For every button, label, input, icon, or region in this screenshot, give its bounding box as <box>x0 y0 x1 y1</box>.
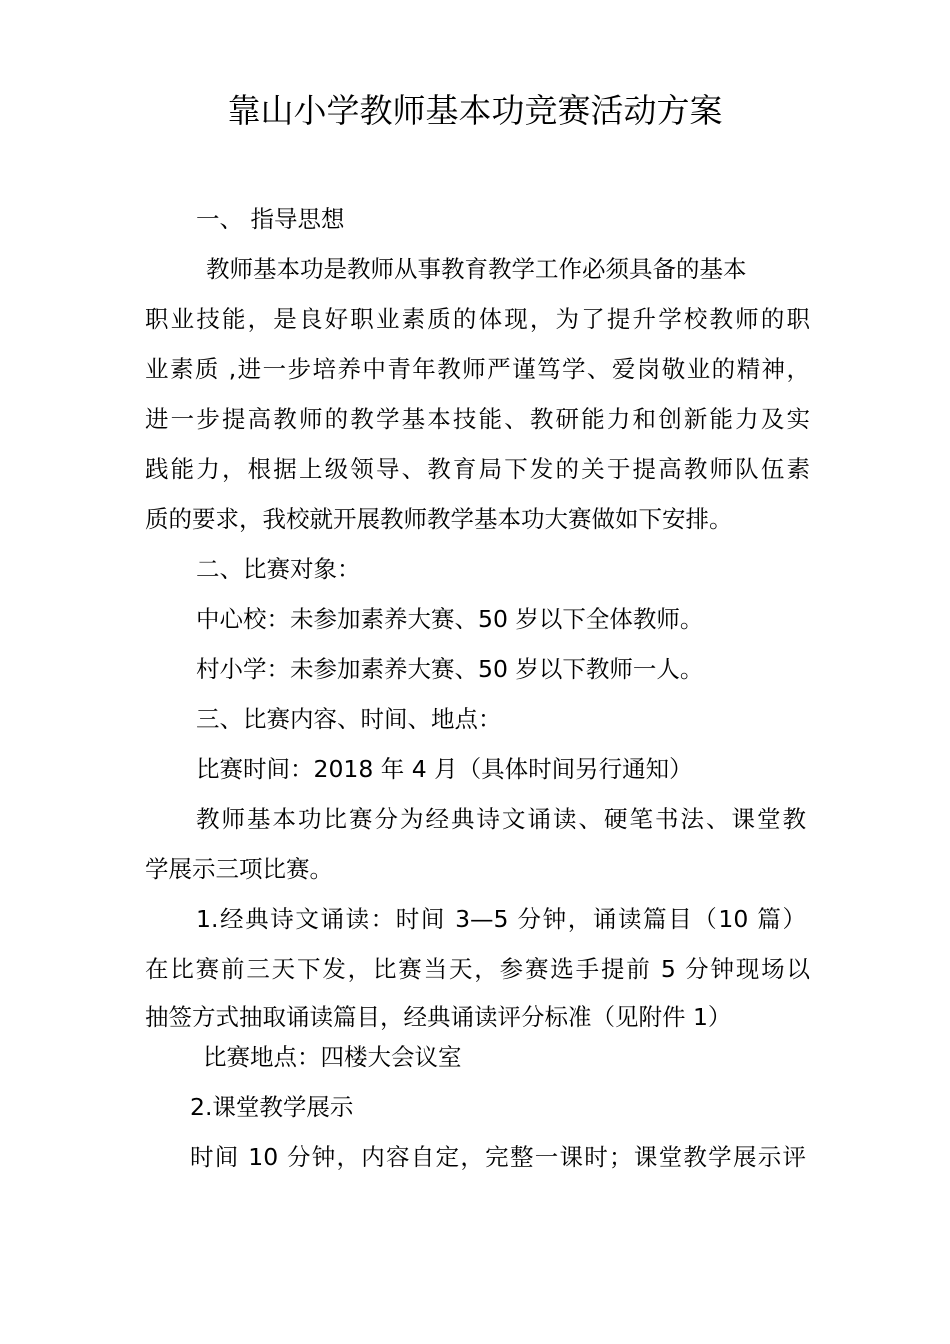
paragraph-line: 抽签方式抽取诵读篇目，经典诵读评分标准（见附件 1） <box>145 1003 732 1031</box>
paragraph-line: 在比赛前三天下发，比赛当天，参赛选手提前 5 分钟现场以 <box>145 955 810 983</box>
paragraph-line: 践能力，根据上级领导、教育局下发的关于提高教师队伍素 <box>145 455 810 483</box>
paragraph-line: 1.经典诗文诵读：时间 3—5 分钟，诵读篇目（10 篇） <box>196 905 806 933</box>
paragraph-line: 质的要求，我校就开展教师教学基本功大赛做如下安排。 <box>145 505 733 533</box>
section-heading-participants: 二、比赛对象： <box>196 555 361 583</box>
subsection-heading-classroom-teaching: 2.课堂教学展示 <box>190 1093 354 1121</box>
paragraph-line: 时间 10 分钟，内容自定，完整一课时；课堂教学展示评 <box>190 1143 806 1171</box>
paragraph-line: 比赛地点：四楼大会议室 <box>203 1043 462 1071</box>
document-title: 靠山小学教师基本功竞赛活动方案 <box>227 91 723 130</box>
paragraph-line: 学展示三项比赛。 <box>145 855 333 883</box>
paragraph-line: 教师基本功是教师从事教育教学工作必须具备的基本 <box>206 255 747 283</box>
paragraph-line: 教师基本功比赛分为经典诗文诵读、硬笔书法、课堂教 <box>196 805 806 833</box>
section-heading-content-time-place: 三、比赛内容、时间、地点： <box>196 705 502 733</box>
paragraph-line: 中心校：未参加素养大赛、50 岁以下全体教师。 <box>196 605 704 633</box>
paragraph-line: 职业技能，是良好职业素质的体现，为了提升学校教师的职 <box>145 305 810 333</box>
paragraph-line: 进一步提高教师的教学基本技能、教研能力和创新能力及实 <box>145 405 810 433</box>
paragraph-line: 业素质 ,进一步培养中青年教师严谨笃学、爱岗敬业的精神， <box>145 355 810 383</box>
paragraph-line: 比赛时间：2018 年 4 月（具体时间另行通知） <box>196 755 693 783</box>
paragraph-line: 村小学：未参加素养大赛、50 岁以下教师一人。 <box>196 655 704 683</box>
section-heading-guiding-ideology: 一、 指导思想 <box>196 205 345 233</box>
